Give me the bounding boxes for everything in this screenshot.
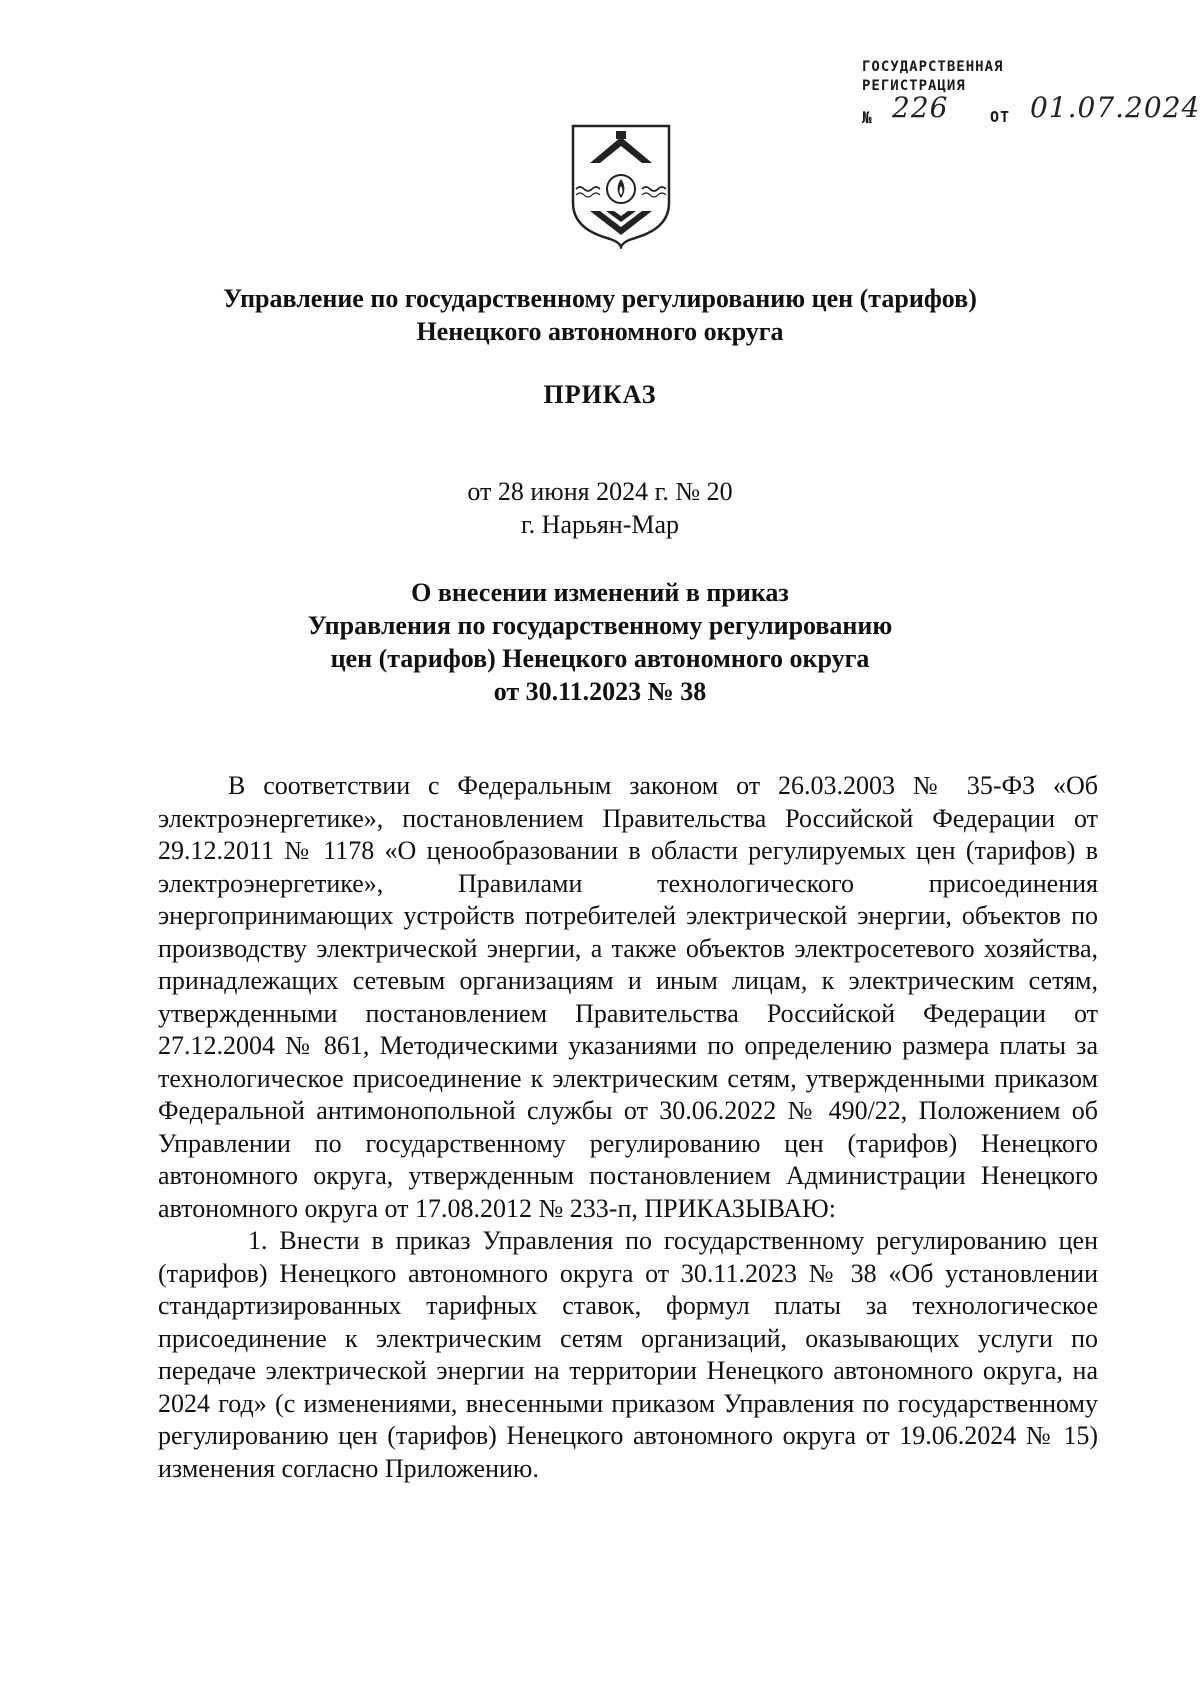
coat-of-arms-icon — [570, 123, 672, 249]
body-paragraph-item-1: 1. Внести в приказ Управления по государственному регулированию цен (тарифов) Ненецкого автономного округа от 30.11.2023 № 38 «Об установлении стандартизированных тарифных ставок, формул платы за технологическое присоединение к электрическим сетям организаций, оказывающих услуги по передаче электрической энергии на территории Ненецкого автономного округа, на 2024 год» (с изменениями, внесенными приказом Управления по государственному регулированию цен (тарифов) Ненецкого автономного округа от 19.06.2024 № 15) изменения согласно Приложению. — [158, 1226, 1098, 1483]
org-line2: Ненецкого автономного округа — [416, 317, 784, 346]
document-meta — [0, 475, 1200, 541]
subject-line1: О внесении изменений в приказ — [411, 578, 789, 607]
org-line1: Управление по государственному регулированию цен (тарифов) — [223, 284, 977, 313]
subject-line4: от 30.11.2023 № 38 — [493, 677, 707, 706]
stamp-number-label: № — [862, 108, 873, 127]
subject-line3: цен (тарифов) Ненецкого автономного округа — [330, 644, 870, 673]
body-paragraph-preamble: В соответствии с Федеральным законом от 26.03.2003 № 35-ФЗ «Об электроэнергетике», постановлением Правительства Российской Федерации от 29.12.2011 № 1178 «О ценообразовании в области регулируемых цен (тарифов) в электроэнергетике», Правилами технологического присоединения энергопринимающих устройств потребителей электрической энергии, объектов по производству электрической энергии, а также объектов электросетевого хозяйства, принадлежащих сетевым организациям и иным лицам, к электрическим сетям, утвержденными постановлением Правительства Российской Федерации от 27.12.2004 № 861, Методическими указаниями по определению размера платы за технологическое присоединение к электрическим сетям, утвержденными приказом Федеральной антимонопольной службы от 30.06.2022 № 490/22, Положением об Управлении по государственному регулированию цен (тарифов) Ненецкого автономного округа, утвержденным постановлением Администрации Ненецкого автономного округа от 17.08.2012 № 233-п, ПРИКАЗЫВАЮ: — [158, 771, 1098, 1223]
organization-name — [0, 282, 1200, 348]
registration-stamp — [862, 58, 1200, 134]
document-date-number: от 28 июня 2024 г. № 20 — [467, 477, 733, 506]
document-city: г. Нарьян-Мар — [520, 510, 680, 539]
stamp-number-value: 226 — [892, 91, 949, 124]
stamp-line2: РЕГИСТРАЦИЯ — [862, 78, 966, 94]
stamp-date-value: 01.07.2024 — [1030, 91, 1200, 124]
document-type: ПРИКАЗ — [543, 380, 657, 409]
stamp-date-label: ОТ — [990, 108, 1011, 126]
stamp-line1: ГОСУДАРСТВЕННАЯ — [862, 59, 1004, 75]
subject-line2: Управления по государственному регулированию — [307, 611, 893, 640]
document-body — [158, 770, 1098, 1485]
document-subject — [0, 576, 1200, 708]
